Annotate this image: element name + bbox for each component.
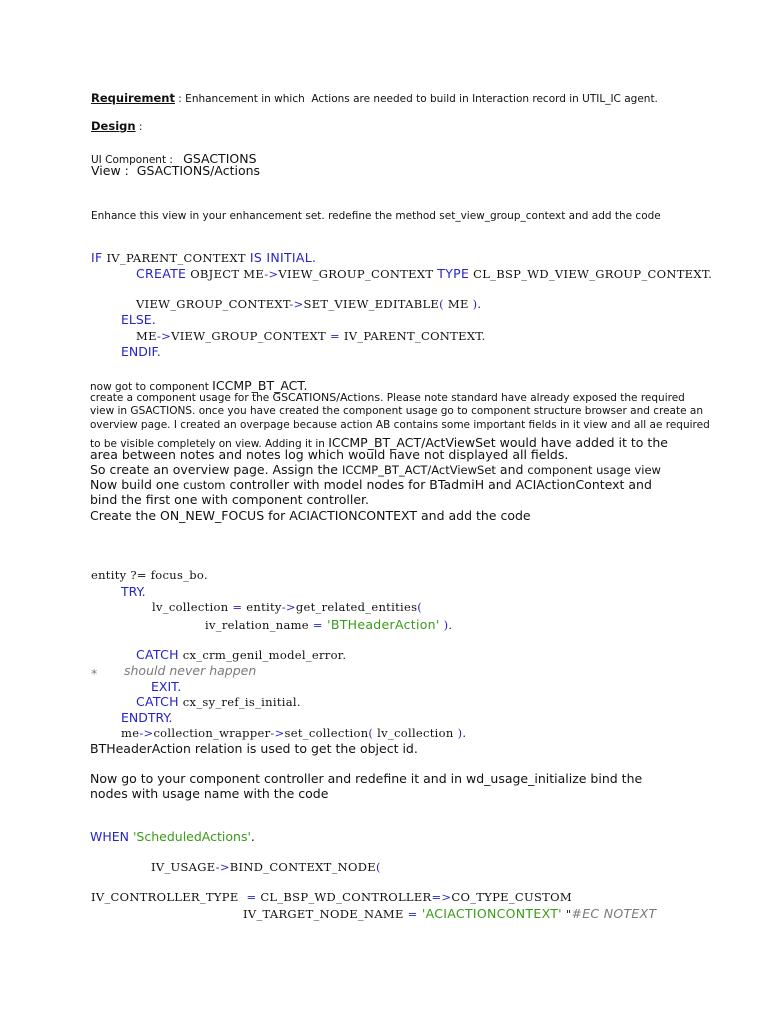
code2-l10-t1: me (121, 726, 140, 740)
code2-l10-t3: set_collection (284, 726, 369, 740)
code3-l3-t3: CO_TYPE_CUSTOM (451, 890, 572, 904)
code2-l5-kw1: CATCH (136, 647, 179, 662)
design-heading: Design (91, 119, 136, 133)
code3-l4-t1: IV_TARGET_NODE_NAME (243, 907, 408, 921)
code1-l3-kw3: ) (472, 297, 478, 311)
code1-l3-t1: VIEW_GROUP_CONTEXT (136, 297, 290, 311)
code1-line2 (136, 268, 712, 281)
code1-l3-t3: ME (443, 297, 473, 311)
para-line8 (90, 479, 652, 492)
code1-l5-kw2: = (329, 329, 340, 343)
code1-line4: ELSE. (121, 312, 156, 327)
code3-l4-t2: " (561, 907, 572, 921)
code2-line9: ENDTRY. (121, 710, 173, 725)
code1-l2-t3: CL_BSP_WD_VIEW_GROUP_CONTEXT. (469, 267, 713, 281)
para-p7-d: component usage view (527, 463, 661, 477)
code1-l2-t1: OBJECT ME (186, 267, 265, 281)
para-p7-b: ICCMP_BT_ACT/ActViewSet (341, 463, 496, 477)
code2-l8-kw1: CATCH (136, 694, 179, 709)
code1-l3-t2: SET_VIEW_EDITABLE (303, 297, 440, 311)
code2-l3-kw3: ( (417, 600, 423, 614)
code2-l6-star: * (91, 666, 98, 681)
requirement-text: : Enhancement in which Actions are needed to build in Interaction record in UTIL_IC agent. (174, 93, 658, 105)
code1-l1-kw1: IF (91, 250, 103, 265)
code2-line4 (205, 619, 452, 632)
code2-l10-t5: . (462, 726, 467, 740)
code3-l3-kw2: => (431, 890, 452, 904)
para-p8-c: controller with model nodes for BTadmiH and ACIActionContext and (225, 477, 652, 492)
para-p5-big: ICCMP_BT_ACT/ActViewSet would have added it to the (328, 435, 668, 450)
code2-l10-kw3: ( (368, 726, 374, 740)
code1-l2-kw1: CREATE (136, 266, 187, 281)
code2-l10-kw2: -> (270, 726, 285, 740)
para-p2-b: GSCATIONS/Actions (272, 391, 381, 404)
para-line2 (90, 392, 685, 404)
para-p5-small: to be visible completely on view. Adding it in (90, 438, 329, 450)
code2-line1: entity ?= focus_bo. (91, 568, 208, 582)
para2-line1: BTHeaderAction relation is used to get the object id. (90, 741, 418, 756)
code3-l4-string: 'ACIACTIONCONTEXT' (417, 906, 562, 921)
para-p1-small: now got to component (90, 381, 213, 393)
code2-l10-t2: collection_wrapper (153, 726, 271, 740)
code2-l4-t2: . (448, 618, 453, 632)
code2-line7: EXIT. (151, 679, 182, 694)
code3-l2-kw1: -> (215, 860, 230, 874)
enhance-text: Enhance this view in your enhancement set. redefine the method set_view_group_context and add the code (91, 210, 661, 222)
code3-l4-kw1: = (407, 907, 418, 921)
code3-line2 (151, 862, 381, 874)
para-p2-a: create a component usage for the (90, 392, 273, 404)
para-p7-c: and (495, 462, 528, 477)
code2-line2: TRY. (121, 584, 146, 599)
code1-l3-t4: . (477, 297, 482, 311)
code3-l3-t2: CL_BSP_WD_CONTROLLER (256, 890, 432, 904)
code3-l1-kw1: WHEN (90, 829, 130, 844)
code2-l4-string: 'BTHeaderAction' (322, 617, 440, 632)
code1-l5-kw1: -> (156, 329, 172, 343)
code2-l8-t1: cx_sy_ref_is_initial. (178, 695, 301, 709)
code3-l3-t1: IV_CONTROLLER_TYPE (91, 890, 247, 904)
para-p2-c: . Please note standard have already exposed the required (380, 392, 685, 404)
code2-l10-t4: lv_collection (373, 726, 458, 740)
code1-line6: ENDIF. (121, 344, 161, 359)
code1-l2-kw3: TYPE (437, 266, 470, 281)
code3-l2-kw2: ( (376, 860, 381, 874)
code1-l5-t1: ME (136, 329, 157, 343)
para-p7-a: So create an overview page. Assign the (90, 462, 342, 477)
code2-l3-t1: lv_collection (152, 600, 233, 614)
code2-l3-t2: entity (242, 600, 282, 614)
code1-l3-kw1: -> (289, 297, 304, 311)
code3-l2-t1: IV_USAGE (151, 860, 216, 874)
code2-l5-t1: cx_crm_genil_model_error. (178, 648, 347, 662)
code2-line6 (91, 663, 257, 681)
code1-l2-t2: VIEW_GROUP_CONTEXT (278, 267, 438, 281)
requirement-heading: Requirement (91, 91, 175, 105)
para-line4: overview page. I created an overpage because action AB contains some important fields in it view and all ae required (90, 419, 710, 431)
code1-l1-kw2: IS INITIAL. (249, 250, 317, 265)
code1-l5-t2: VIEW_GROUP_CONTEXT (171, 329, 330, 343)
ui-component-value: GSACTIONS (183, 151, 257, 166)
code3-l1-t1: . (250, 829, 255, 844)
para-p1-big: ICCMP_BT_ACT. (212, 378, 308, 393)
para2-line3: nodes with usage name with the code (90, 786, 329, 801)
para-line7 (90, 464, 661, 477)
code1-line3 (136, 299, 481, 311)
code1-l3-kw2: ( (439, 297, 444, 311)
code2-l10-kw4: ) (457, 726, 463, 740)
code3-l2-t2: BIND_CONTEXT_NODE (229, 860, 376, 874)
para-line6: area between notes and notes log which would have not displayed all fields. (90, 447, 569, 462)
code2-l3-kw1: = (232, 600, 243, 614)
code3-line1 (90, 831, 255, 844)
para-line10: Create the ON_NEW_FOCUS for ACIACTIONCONTEXT and add the code (90, 508, 531, 523)
para-p8-a: Now build one (90, 477, 184, 492)
code1-l2-kw2: -> (264, 267, 279, 281)
para2-line2: Now go to your component controller and redefine it and in wd_usage_initialize bind the (90, 771, 643, 786)
code2-line8 (136, 696, 301, 709)
code3-l1-string: 'ScheduledActions' (129, 829, 251, 844)
code2-l4-t1: iv_relation_name (205, 618, 313, 632)
view-line: View : GSACTIONS/Actions (91, 163, 261, 178)
para-line9: bind the first one with component controller. (90, 492, 369, 507)
code2-line5 (136, 649, 346, 662)
ui-component-label: UI Component : (91, 154, 173, 166)
code2-l10-kw1: -> (139, 726, 154, 740)
code3-l4-comment: #EC NOTEXT (571, 906, 657, 921)
para-p8-b: custom (183, 478, 226, 492)
code3-line3 (91, 892, 572, 904)
para-line3: view in GSACTIONS. once you have created the component usage go to component structure browser and create an (90, 405, 703, 417)
code3-l3-kw1: = (246, 890, 257, 904)
code2-l6-comment: should never happen (124, 663, 257, 678)
code2-line3 (152, 602, 422, 614)
code3-line4 (243, 908, 656, 921)
design-line (91, 121, 142, 133)
code1-l1-t1: IV_PARENT_CONTEXT (102, 251, 250, 265)
code1-line1 (91, 252, 316, 265)
requirement-line (91, 93, 658, 105)
code2-l3-kw2: -> (281, 600, 296, 614)
code1-l5-t3: IV_PARENT_CONTEXT. (339, 329, 486, 343)
code2-l4-kw2: ) (439, 618, 449, 632)
code2-l4-kw1: = (312, 618, 323, 632)
design-colon: : (135, 121, 143, 133)
code2-line10 (121, 728, 466, 740)
code2-l3-t3: get_related_entities (295, 600, 418, 614)
code1-line5 (136, 331, 486, 343)
